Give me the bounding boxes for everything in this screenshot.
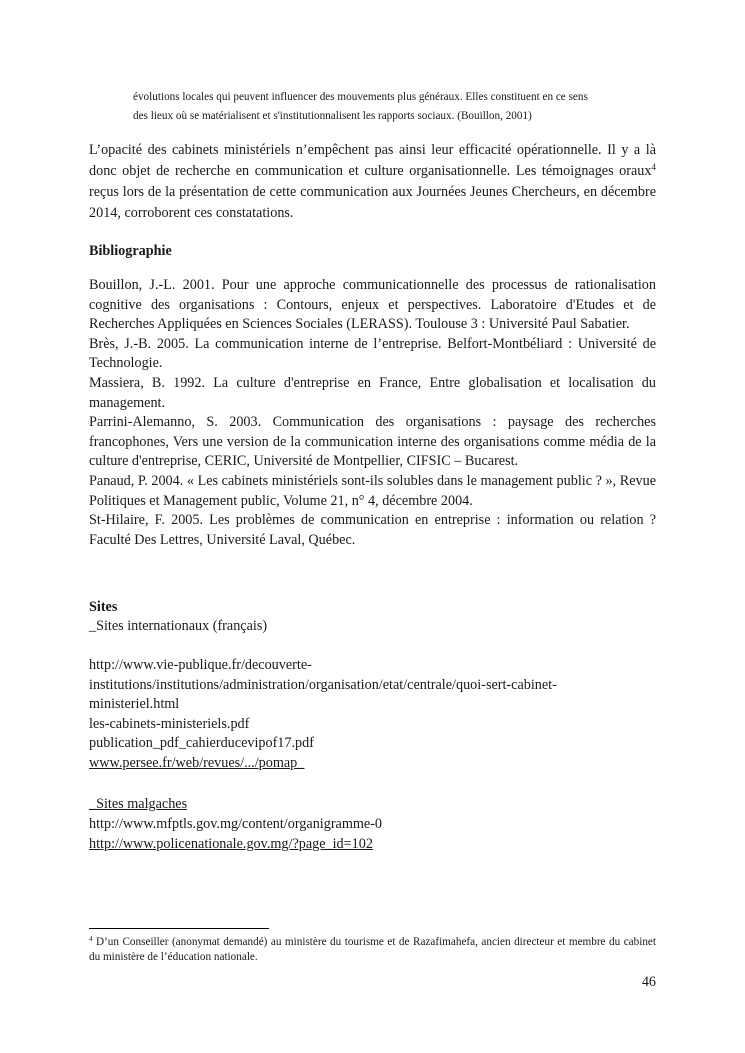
- quote-line-1: évolutions locales qui peuvent influencer des mouvements plus généraux. Elles constituent en ce sens: [133, 91, 588, 103]
- malagasy-sites-list: [89, 815, 656, 854]
- international-sites-list: [89, 656, 656, 774]
- bibliography-entry: Brès, J.-B. 2005. La communication interne de l’entreprise. Belfort-Montbéliard : Université de Technologie.: [89, 335, 656, 372]
- malagasy-sites-label-text: _Sites malgaches: [89, 796, 188, 812]
- site-file-item: publication_pdf_cahierducevipof17.pdf: [89, 735, 314, 752]
- footnote-reference[interactable]: 4: [651, 162, 656, 172]
- site-url-line[interactable]: institutions/institutions/administration/organisation/etat/centrale/quoi-sert-cabinet-: [89, 676, 557, 693]
- persee-link[interactable]: www.persee.fr/web/revues/.../pomap_: [89, 754, 305, 771]
- bibliography-entry: Bouillon, J.-L. 2001. Pour une approche communicationnelle des processus de rationalisation cognitive des organisations : Contours, enjeux et perspectives. Laboratoire d'Etudes et de Recherches Appliquées en Sciences Sociales (LERASS). Toulouse 3 : Université Paul Sabatier.: [89, 277, 656, 333]
- footnote-number: 4: [89, 935, 93, 943]
- bibliography-entry: Parrini-Alemanno, S. 2003. Communication des organisations : paysage des recherches francophones, Vers une version de la communication interne des organisations comme média de la culture d'entreprise, CERIC, Université de Montpellier, CIFSIC – Bucarest.: [89, 414, 656, 470]
- mfptls-url[interactable]: http://www.mfptls.gov.mg/content/organigramme-0: [89, 816, 383, 832]
- bibliography-entry: St-Hilaire, F. 2005. Les problèmes de communication en entreprise : information ou relation ? Faculté Des Lettres, Université Laval, Québec.: [89, 512, 656, 548]
- international-sites-label: _Sites internationaux (français): [89, 618, 268, 634]
- body-paragraph: [89, 140, 656, 224]
- bibliography-list: [89, 276, 656, 550]
- sites-heading: Sites: [89, 599, 118, 615]
- paragraph-text-continued: reçus lors de la présentation de cette communication aux Journées Jeunes Chercheurs, en décembre 2014, corroborent ces constatations.: [89, 184, 656, 221]
- block-quote: [133, 88, 656, 126]
- footnote: [89, 935, 656, 964]
- quote-line-2: des lieux où se matérialisent et s'institutionnalisent les rapports sociaux. (Bouillon, 2001): [133, 110, 532, 122]
- footnote-separator: [89, 928, 269, 929]
- page-number: 46: [641, 974, 656, 990]
- police-nationale-link[interactable]: http://www.policenationale.gov.mg/?page_id=102: [89, 835, 373, 852]
- malagasy-sites-label: [89, 795, 656, 815]
- bibliography-entry: Panaud, P. 2004. « Les cabinets ministériels sont-ils solubles dans le management public ? », Revue Politiques et Management public, Volume 21, n° 4, décembre 2004.: [89, 472, 656, 509]
- site-url-line[interactable]: http://www.vie-publique.fr/decouverte-: [89, 657, 312, 673]
- paragraph-text: L’opacité des cabinets ministériels n’empêchent pas ainsi leur efficacité opérationnelle. Il y a là donc objet de recherche en communication et culture organisationnelle. Les témoignages oraux: [89, 142, 656, 179]
- footnote-text: D’un Conseiller (anonymat demandé) au ministère du tourisme et de Razafimahefa, ancien directeur et membre du cabinet du ministère de l’éducation nationale.: [89, 936, 656, 963]
- site-file-item: les-cabinets-ministeriels.pdf: [89, 715, 250, 732]
- bibliography-entry: Massiera, B. 1992. La culture d'entreprise en France, Entre globalisation et localisation du management.: [89, 374, 656, 411]
- bibliography-heading: Bibliographie: [89, 243, 172, 259]
- site-url-line[interactable]: ministeriel.html: [89, 696, 180, 713]
